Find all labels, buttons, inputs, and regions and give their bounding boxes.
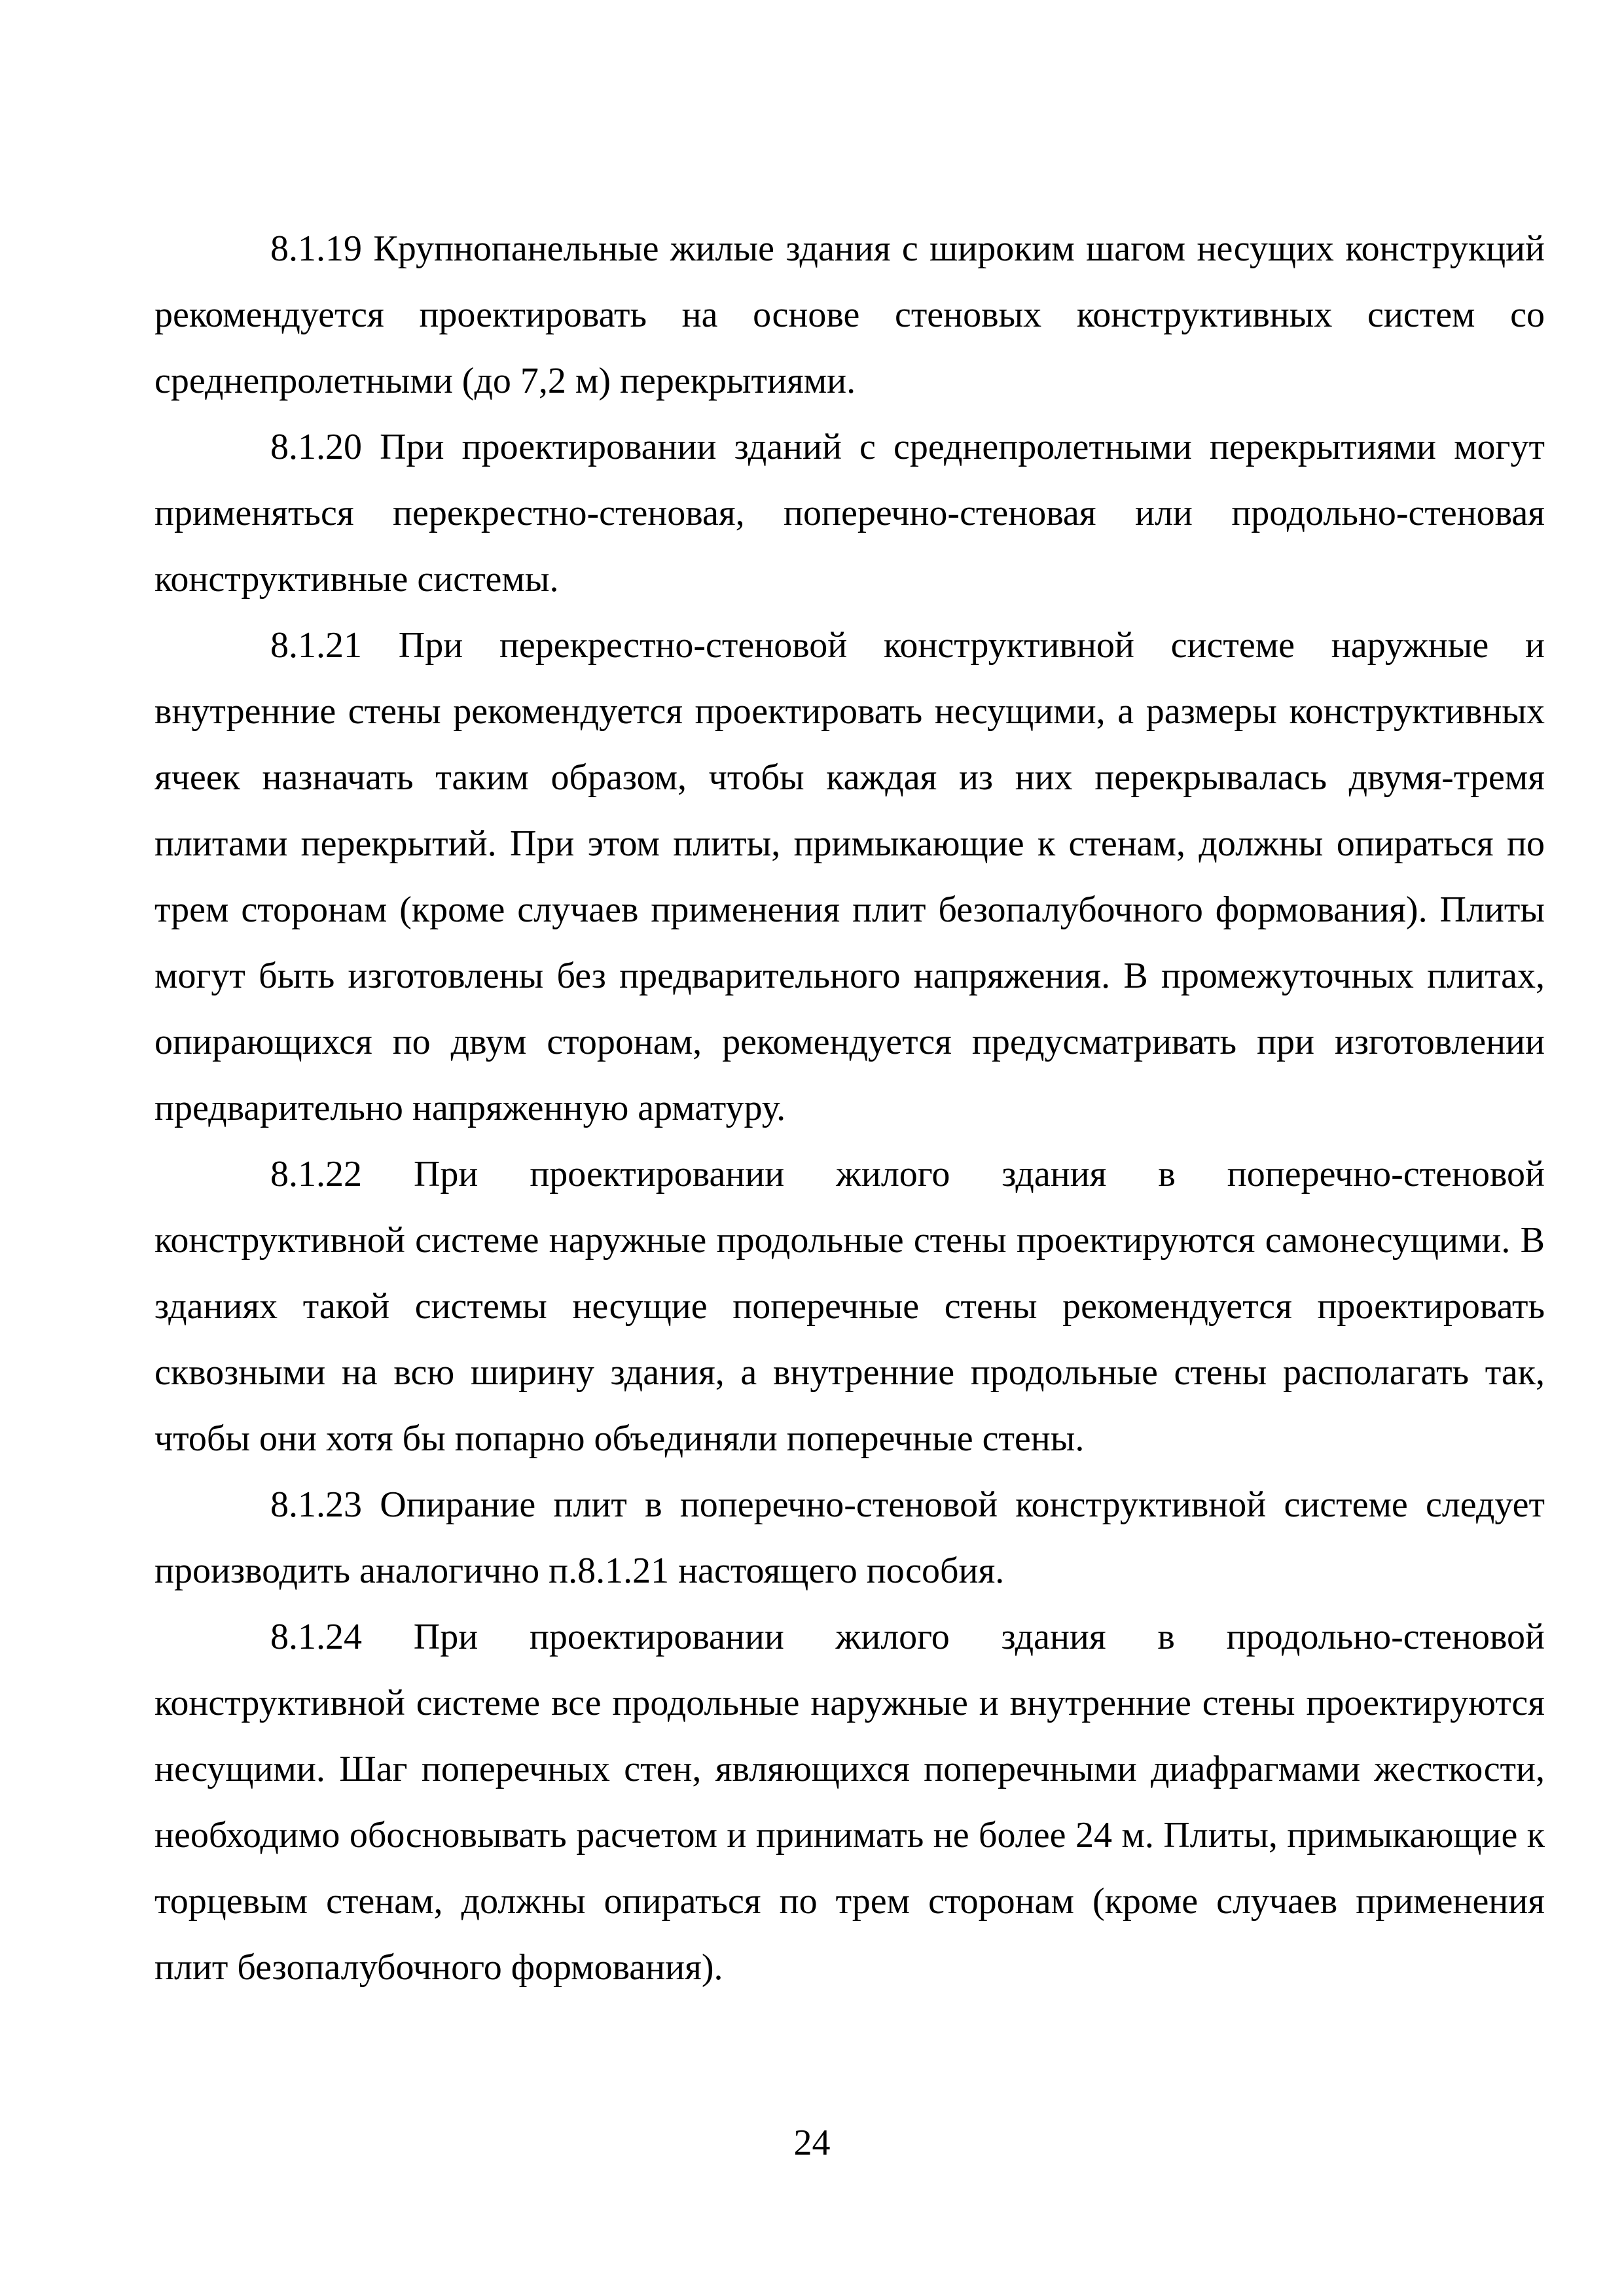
page-number: 24 bbox=[793, 2123, 831, 2163]
paragraph-8-1-24: 8.1.24 При проектировании жилого здания в продольно-стеновой конструктивной системе все продольные наружные и внутренние стены проектируются несущими. Шаг поперечных стен, являющихся поперечными диафрагмами жесткости, необходимо обосновывать расчетом и принимать не более 24 м. Плиты, примыкающие к торцевым стенам, должны опираться по трем сторонам (кроме случаев применения плит безопалубочного формования). bbox=[154, 1617, 1545, 1988]
paragraph-8-1-22: 8.1.22 При проектировании жилого здания в поперечно-стеновой конструктивной системе наружные продольные стены проектируются самонесущими. В зданиях такой системы несущие поперечные стены рекомендуется проектировать сквозными на всю ширину здания, а внутренние продольные стены располагать так, чтобы они хотя бы попарно объединяли поперечные стены. bbox=[154, 1154, 1545, 1459]
paragraph-8-1-19: 8.1.19 Крупнопанельные жилые здания с широким шагом несущих конструкций рекомендуется проектировать на основе стеновых конструктивных систем со среднепролетными (до 7,2 м) перекрытиями. bbox=[154, 228, 1545, 401]
paragraph-8-1-20: 8.1.20 При проектировании зданий с среднепролетными перекрытиями могут применяться перекрестно-стеновая, поперечно-стеновая или продольно-стеновая конструктивные системы. bbox=[154, 427, 1545, 600]
paragraph-8-1-23: 8.1.23 Опирание плит в поперечно-стеновой конструктивной системе следует производить аналогично п.8.1.21 настоящего пособия. bbox=[154, 1484, 1545, 1591]
paragraph-8-1-21: 8.1.21 При перекрестно-стеновой конструктивной системе наружные и внутренние стены рекомендуется проектировать несущими, а размеры конструктивных ячеек назначать таким образом, чтобы каждая из них перекрывалась двумя-тремя плитами перекрытий. При этом плиты, примыкающие к стенам, должны опираться по трем сторонам (кроме случаев применения плит безопалубочного формования). Плиты могут быть изготовлены без предварительного напряжения. В промежуточных плитах, опирающихся по двум сторонам, рекомендуется предусматривать при изготовлении предварительно напряженную арматуру. bbox=[154, 625, 1545, 1128]
document-body bbox=[154, 216, 1545, 2001]
